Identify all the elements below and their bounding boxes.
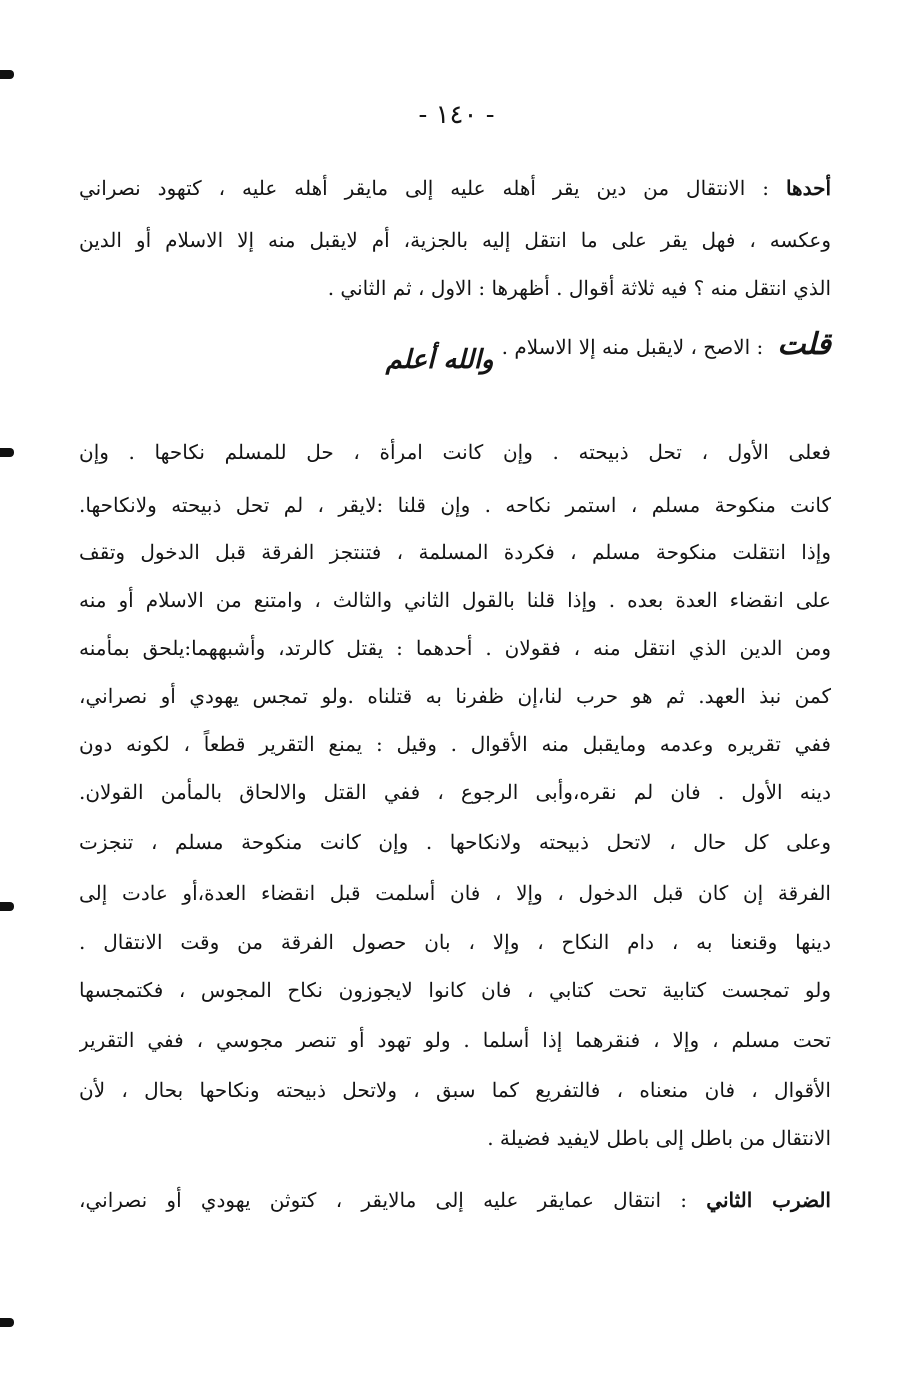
line-text: دينه الأول . فان لم نقره،وأبى الرجوع ، ففي القتل والالحاق بالمأمن القولان. [79,780,831,804]
text-line [79,822,831,862]
page-number: - ١٤٠ - [418,100,495,130]
text-line [79,532,831,572]
line-text: الذي انتقل منه ؟ فيه ثلاثة أقوال . أظهرها : الاول ، ثم الثاني . [327,276,831,300]
line-text: على انقضاء العدة بعده . وإذا قلنا بالقول الثاني والثالث ، وامتنع من الاسلام أو منه [79,588,831,612]
line-text: دينها وقنعنا به ، دام النكاح ، وإلا ، بان حصول الفرقة من وقت الانتقال . [79,930,831,954]
text-line [79,1020,831,1060]
line-text: كانت منكوحة مسلم ، استمر نكاحه . وإن قلنا :لايقر ، لم تحل ذبيحته ولانكاحها. [79,493,831,517]
line-text: وعلى كل حال ، لاتحل ذبيحته ولانكاحها . وإن كانت منكوحة مسلم ، تنجزت [79,830,831,854]
author-note-text: : الاصح ، لايقبل منه إلا الاسلام . [501,335,764,359]
binding-mark [0,902,14,911]
text-line [79,676,831,716]
line-lead: أحدها [785,176,831,200]
line-text: ومن الدين الذي انتقل منه ، فقولان . أحدهما : يقتل كالرتد، وأشبههما:يلحق بمأمنه [79,636,831,660]
line-text: الأقوال ، فان منعناه ، فالتفريع كما سبق ، ولاتحل ذبيحته ونكاحها بحال ، لأن [79,1078,831,1102]
line-lead: الضرب الثاني [706,1188,831,1212]
text-line [79,485,831,525]
text-line [79,1070,831,1110]
text-line [79,724,831,764]
line-text: : انتقال عمايقر عليه إلى مالايقر ، كتوثن يهودي أو نصراني، [79,1188,707,1212]
line-text: : الانتقال من دين يقر أهله عليه إلى مايقر أهله عليه ، كتهود نصراني [79,176,786,200]
text-line [79,168,831,208]
text-line [79,1180,831,1220]
author-note-line [79,325,831,395]
binding-mark [0,70,14,79]
line-text: ففي تقريره وعدمه ومايقبل منه الأقوال . وقيل : يمنع التقرير قطعاً ، لكونه دون [79,732,831,756]
text-line [79,220,831,260]
line-text: وإذا انتقلت منكوحة مسلم ، فكردة المسلمة ، فتنتجز الفرقة قبل الدخول وتقف [79,540,831,564]
line-text: ولو تمجست كتابية تحت كتابي ، فان كانوا لايجوزون نكاح المجوس ، فكتمجسها [79,978,831,1002]
line-text: وعكسه ، فهل يقر على ما انتقل إليه بالجزية، أم لايقبل منه إلا الاسلام أو الدين [79,228,831,252]
line-text: فعلى الأول ، تحل ذبيحته . وإن كانت امرأة ، حل للمسلم نكاحها . وإن [79,440,831,464]
line-text: الانتقال من باطل إلى باطل لايفيد فضيلة . [487,1126,831,1150]
text-line [79,970,831,1010]
text-line [79,922,831,962]
line-text: الفرقة إن كان قبل الدخول ، وإلا ، فان أسلمت قبل انقضاء العدة،أو عادت إلى [79,881,831,905]
text-line [79,580,831,620]
binding-mark [0,1318,14,1327]
qult-heading: قلت [777,327,831,362]
text-line [79,772,831,812]
text-line [79,432,831,472]
line-text: تحت مسلم ، وإلا ، فنقرهما إذا أسلما . ولو تهود أو تنصر مجوسي ، ففي التقرير [79,1028,831,1052]
text-line [79,268,831,308]
binding-mark [0,448,14,457]
wallah-alam: والله أعلم [385,345,494,375]
text-line [79,873,831,913]
line-text: كمن نبذ العهد. ثم هو حرب لنا،إن ظفرنا به قتلناه .ولو تمجس يهودي أو نصراني، [79,684,831,708]
text-line [79,628,831,668]
text-line [79,1118,831,1158]
